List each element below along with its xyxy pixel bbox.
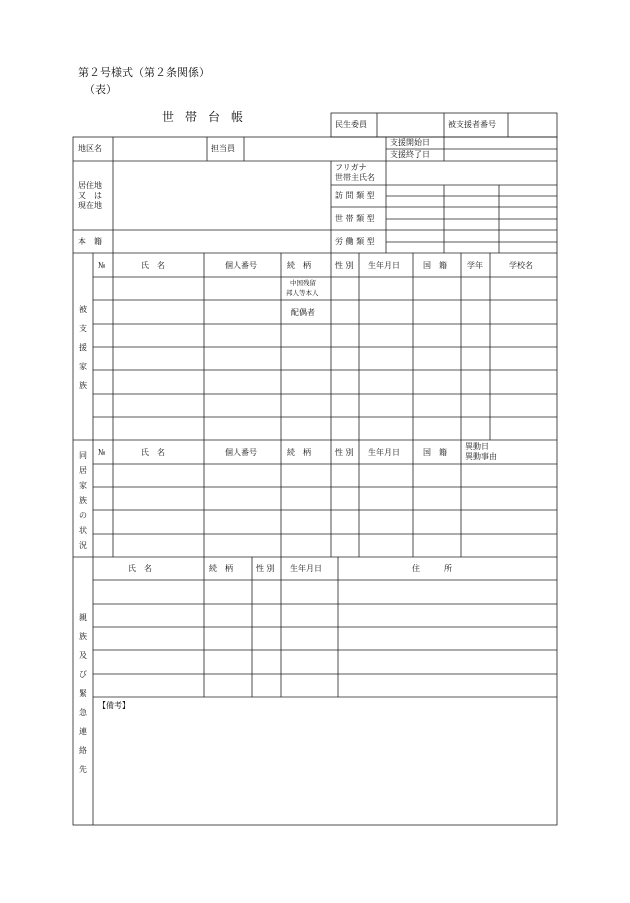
- side-char: 族: [79, 496, 87, 505]
- side-char: 急: [79, 708, 87, 717]
- cohab-col-sex: 性 別: [335, 448, 354, 457]
- cohab-col-zokugara: 続 柄: [287, 448, 311, 457]
- col-nationality: 国 籍: [423, 261, 447, 270]
- side-char: 援: [79, 343, 87, 352]
- side-char: 族: [79, 381, 87, 390]
- side-char: 先: [79, 765, 87, 774]
- minsei-label: 民生委員: [335, 120, 367, 129]
- side-char: 支: [79, 324, 87, 333]
- side-char: 親: [79, 613, 87, 622]
- side-char: 家: [79, 362, 87, 371]
- side-char: び: [79, 670, 87, 679]
- side-char: 緊: [79, 689, 87, 698]
- head-name-label: 世帯主氏名: [335, 173, 375, 182]
- col-name: 氏 名: [141, 261, 165, 270]
- honseki-label: 本 籍: [78, 237, 102, 246]
- rel-col-address: 住 所: [412, 564, 452, 573]
- relation-row1-line1: 中国残留: [290, 279, 316, 287]
- col-birth: 生年月日: [368, 261, 400, 270]
- side-char: 連: [79, 727, 87, 736]
- rel-col-name: 氏 名: [128, 564, 152, 573]
- relatives-side-label: [78, 614, 88, 785]
- cohab-side-label: [78, 452, 88, 557]
- remarks-label: 【備考】: [98, 701, 130, 710]
- hishien-no-label: 被支援者番号: [448, 120, 496, 129]
- page-title: 世帯台帳: [162, 110, 255, 124]
- side-char: 状: [79, 526, 87, 535]
- rel-col-birth: 生年月日: [290, 564, 322, 573]
- col-school: 学校名: [509, 261, 533, 270]
- relation-row2: 配偶者: [291, 308, 315, 317]
- cohab-col-ido-date: 異動日: [465, 442, 489, 451]
- cohab-col-no: №: [98, 448, 106, 457]
- col-zokugara: 続 柄: [287, 261, 311, 270]
- side-char: 同: [79, 451, 87, 460]
- relation-row1-line2: 邦人等本人: [286, 289, 319, 297]
- end-date-label: 支援終了日: [390, 150, 430, 159]
- col-grade: 学年: [467, 261, 483, 270]
- side-char: の: [79, 511, 87, 520]
- family-side-label: [78, 306, 88, 401]
- start-date-label: 支援開始日: [390, 138, 430, 147]
- chiku-label: 地区名: [78, 144, 102, 153]
- residence-label-2: 又 は: [78, 191, 102, 200]
- homon-type-label: 訪 問 類 型: [335, 191, 375, 200]
- col-sex: 性 別: [335, 261, 354, 270]
- side-char: 被: [79, 305, 87, 314]
- cohab-col-birth: 生年月日: [368, 448, 400, 457]
- side-label: （表）: [84, 83, 117, 96]
- residence-label-1: 居住地: [78, 181, 102, 190]
- rodo-type-label: 労 働 類 型: [335, 237, 375, 246]
- side-char: 況: [79, 541, 87, 550]
- side-char: 族: [79, 632, 87, 641]
- setai-type-label: 世 帯 類 型: [335, 214, 375, 223]
- cohab-col-nationality: 国 籍: [423, 448, 447, 457]
- cohab-col-ido-reason: 異動事由: [465, 452, 497, 461]
- side-char: 家: [79, 481, 87, 490]
- col-kojin: 個人番号: [225, 261, 257, 270]
- side-char: 居: [79, 466, 87, 475]
- col-no: №: [98, 261, 106, 270]
- residence-label-3: 現在地: [78, 201, 102, 210]
- furigana-label: フリガナ: [335, 163, 367, 172]
- cohab-col-name: 氏 名: [141, 448, 165, 457]
- side-char: 絡: [79, 746, 87, 755]
- cohab-col-kojin: 個人番号: [225, 448, 257, 457]
- rel-col-zokugara: 続 柄: [209, 564, 233, 573]
- side-char: 及: [79, 651, 87, 660]
- rel-col-sex: 性 別: [256, 564, 275, 573]
- tanto-label: 担当員: [211, 144, 235, 153]
- form-number: 第２号様式（第２条関係）: [78, 66, 210, 79]
